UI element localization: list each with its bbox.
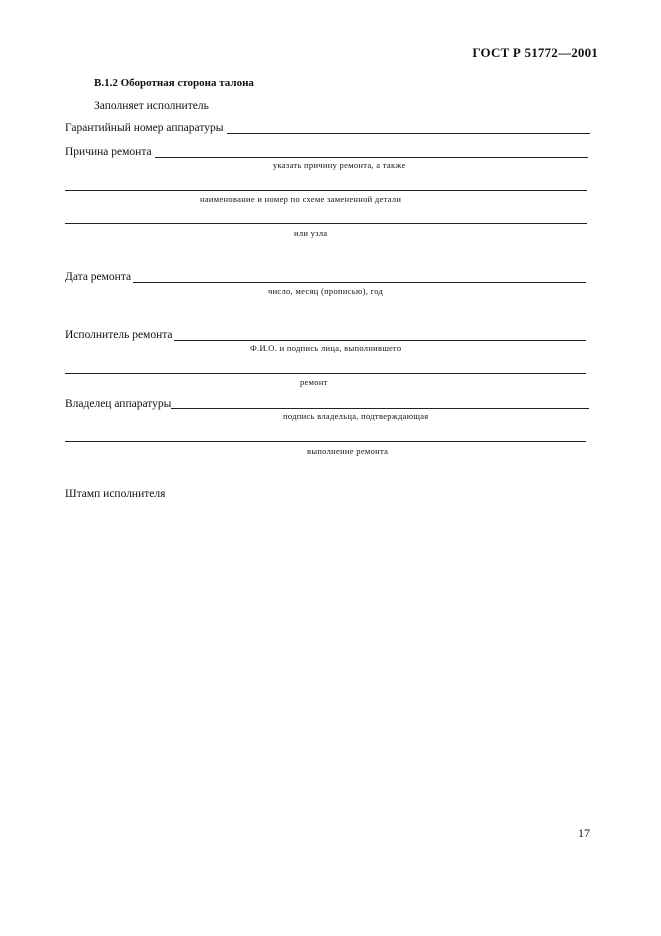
executor-stamp-label: Штамп исполнителя <box>65 488 166 500</box>
repair-reason-caption-2: наименование и номер по схеме замененной детали <box>200 194 402 204</box>
repair-date-label: Дата ремонта <box>65 271 132 283</box>
repair-executor-line <box>174 340 586 341</box>
repair-reason-label: Причина ремонта <box>65 146 152 158</box>
repair-date-caption: число, месяц (прописью), год <box>268 286 384 296</box>
owner-caption-1: подпись владельца, подтверждающая <box>283 411 429 421</box>
owner-caption-2: выполнение ремонта <box>307 446 389 456</box>
repair-executor-caption-2: ремонт <box>300 377 328 387</box>
owner-line-2 <box>65 441 586 442</box>
page-number: 17 <box>578 826 590 840</box>
warranty-number-label: Гарантийный номер аппаратуры <box>65 122 224 134</box>
repair-reason-line-2 <box>65 190 587 191</box>
repair-reason-caption-3: или узла <box>294 228 328 238</box>
repair-reason-caption-1: указать причину ремонта, а также <box>273 160 406 170</box>
repair-reason-line <box>155 157 588 158</box>
owner-label: Владелец аппаратуры <box>65 398 172 410</box>
repair-date-line <box>133 282 586 283</box>
repair-executor-label: Исполнитель ремонта <box>65 329 173 341</box>
owner-line <box>171 408 589 409</box>
document-standard-number: ГОСТ Р 51772—2001 <box>472 45 598 60</box>
repair-executor-line-2 <box>65 373 586 374</box>
warranty-number-line <box>227 133 590 134</box>
repair-executor-caption-1: Ф.И.О. и подпись лица, выполнившего <box>250 343 402 353</box>
filled-by-label: Заполняет исполнитель <box>94 100 209 112</box>
section-title: В.1.2 Оборотная сторона талона <box>94 77 254 89</box>
repair-reason-line-3 <box>65 223 587 224</box>
